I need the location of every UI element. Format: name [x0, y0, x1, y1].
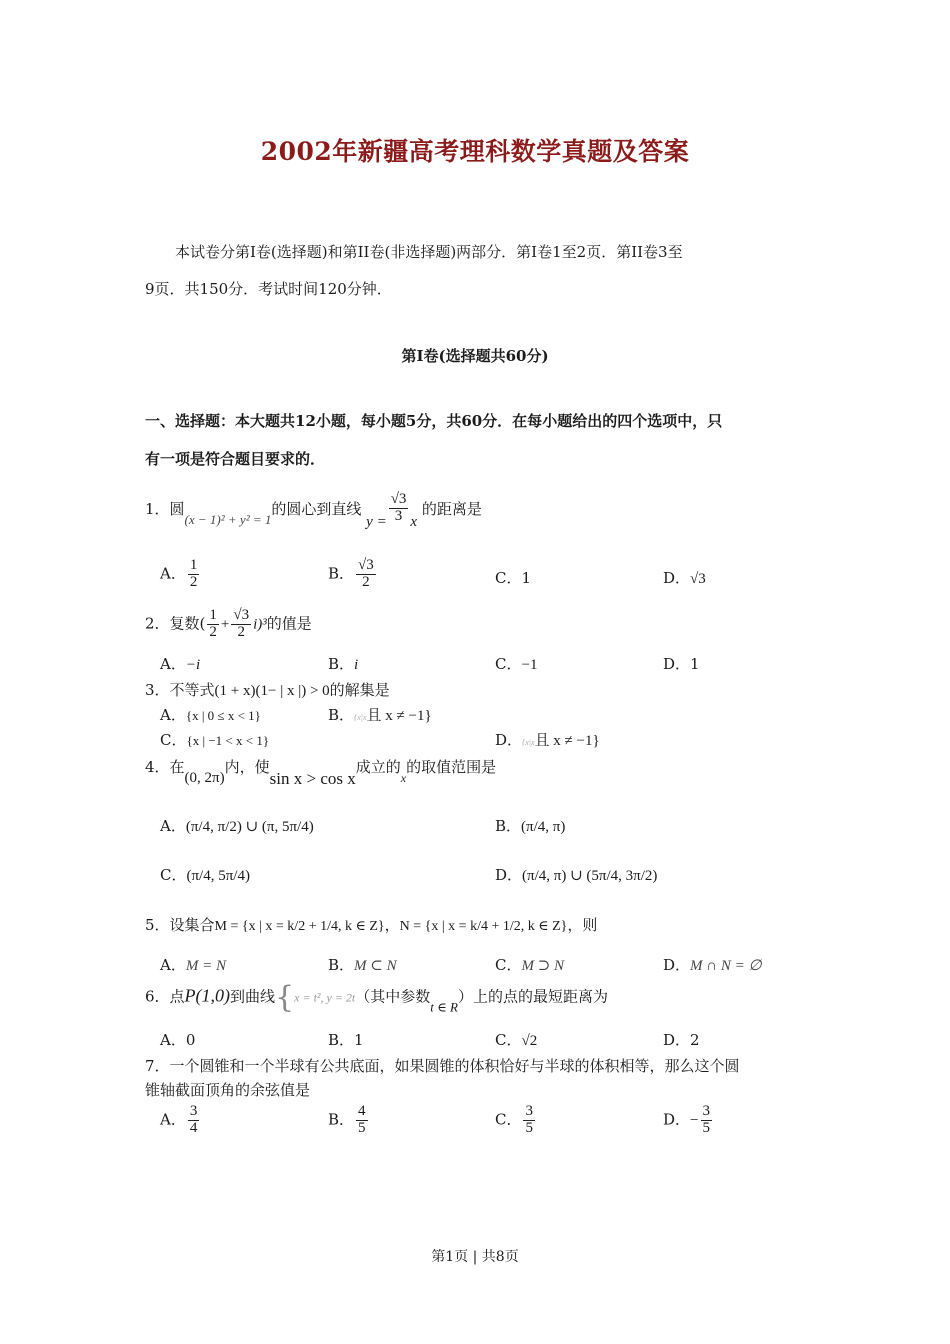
q2-tail: i)³ [253, 616, 267, 633]
section1-line-2: 有一项是符合题目要求的． [145, 450, 326, 468]
q5-option-a [160, 954, 226, 975]
q4-c-value: (π/4, 5π/4) [186, 868, 250, 884]
q4-interval: (0, 2π) [184, 770, 225, 786]
q3-d-faded: {x|x [522, 738, 535, 747]
q1-a-den: 2 [189, 573, 198, 590]
q6-brace-icon: { [275, 980, 295, 1015]
q5-d-value: M ∩ N = ∅ [690, 958, 762, 974]
q1-number: 1．圆 [145, 499, 185, 518]
q1-b-label: B． [328, 564, 355, 583]
q1-end: 的距离是 [421, 499, 482, 518]
q7-d-den: 5 [702, 1119, 710, 1136]
q1-frac-den: 3 [394, 507, 403, 524]
q4-b-value: (π/4, π) [521, 819, 566, 835]
q4-mid: 内，使 [224, 758, 270, 776]
q3-option-a [160, 704, 261, 725]
q5-set-n: N = {x | x = k/4 + 1/2, k ∈ Z} [399, 919, 568, 934]
q2-c-value: −1 [521, 657, 538, 673]
q3-option-c [160, 729, 269, 750]
q1-a-num: 1 [189, 557, 198, 573]
q7-d-label: D． [663, 1110, 691, 1129]
q6-point: P(1,0) [184, 985, 231, 1006]
q2-a-label: A． [160, 655, 186, 673]
q5-sep: ， [384, 916, 400, 934]
q7-option-a [160, 1104, 201, 1137]
q5-option-b [328, 954, 397, 975]
q1-line-fraction [389, 492, 409, 525]
q5-option-c [495, 954, 564, 975]
q7-b-label: B． [328, 1110, 355, 1129]
q1-line-lhs: y = [366, 513, 387, 530]
q4-condition: sin x > cos x [269, 769, 356, 788]
q5-set-m: M = {x | x = k/2 + 1/4, k ∈ Z} [214, 919, 385, 934]
q2-option-d: D．1 [663, 655, 700, 673]
q4-c-label: C． [160, 866, 187, 884]
question-2-stem [145, 608, 312, 641]
q7-c-fraction [523, 1104, 535, 1137]
q6-option-c [495, 1029, 537, 1050]
question-4-stem [145, 756, 496, 789]
q5-d-label: D． [663, 956, 691, 974]
q2-frac-2 [231, 608, 251, 641]
q4-end2: 的取值范围是 [406, 758, 497, 776]
q3-b-label: B． [328, 706, 355, 724]
q2-frac2-num: √3 [233, 607, 250, 623]
q5-c-value: M ⊃ N [521, 958, 565, 974]
q3-d-value: 且 x ≠ −1} [534, 733, 600, 749]
section1-line-1: 一、选择题：本大题共12小题，每小题5分，共60分．在每小题给出的四个选项中，只 [145, 412, 723, 430]
q4-number: 4．在 [145, 758, 185, 776]
q5-end: ，则 [567, 916, 598, 934]
part1-heading: 第Ⅰ卷(选择题共60分) [401, 347, 549, 365]
q3-b-faded: {x|x [354, 713, 367, 722]
q2-number: 2．复数( [145, 614, 206, 633]
q1-circle-equation: (x − 1)² + y² = 1 [184, 511, 272, 527]
q6-number: 6．点 [145, 987, 185, 1006]
q6-mid: 到曲线 [230, 987, 276, 1006]
q4-option-c [160, 864, 250, 885]
q2-frac-1 [207, 608, 219, 641]
question-6-stem [145, 980, 608, 1016]
q7-option-d [663, 1104, 714, 1137]
q2-end: 的值是 [266, 614, 312, 633]
q6-c-label: C． [495, 1031, 522, 1049]
q6-paren: （其中参数 [355, 987, 431, 1006]
q1-option-a [160, 558, 201, 591]
q1-option-c: C．1 [495, 569, 532, 587]
q3-option-d [495, 729, 600, 750]
q5-number: 5．设集合 [145, 916, 215, 934]
q2-frac2-den: 2 [237, 623, 245, 640]
q3-c-label: C． [160, 731, 187, 749]
q3-option-b [328, 704, 432, 725]
q5-b-label: B． [328, 956, 355, 974]
q7-a-den: 4 [189, 1119, 198, 1136]
question-7-line-1: 7．一个圆锥和一个半球有公共底面，如果圆锥的体积恰好与半球的体积相等，那么这个圆 [145, 1057, 740, 1075]
q3-b-value: 且 x ≠ −1} [366, 708, 432, 724]
q5-b-value: M ⊂ N [354, 958, 397, 974]
q7-a-label: A． [160, 1110, 186, 1129]
q3-number: 3．不等式 [145, 681, 215, 699]
q2-frac1-num: 1 [209, 607, 217, 623]
q4-end: 成立的 [355, 758, 401, 776]
q4-option-b [495, 815, 565, 836]
q2-option-b [328, 653, 358, 674]
q4-option-d [495, 864, 657, 885]
q2-frac1-den: 2 [209, 623, 217, 640]
q1-option-b [328, 558, 378, 591]
q1-a-label: A． [160, 564, 186, 583]
q7-option-b [328, 1104, 370, 1137]
q1-mid-text: 的圆心到直线 [271, 499, 362, 518]
q4-a-value: (π/4, π/2) ∪ (π, 5π/4) [185, 819, 314, 835]
q6-c-value: √2 [521, 1033, 538, 1049]
q7-c-label: C． [495, 1110, 522, 1129]
q1-a-fraction [188, 558, 200, 591]
page-title: 2002年新疆高考理科数学真题及答案 [260, 137, 690, 166]
q5-option-d [663, 954, 762, 975]
q2-a-value: −i [185, 657, 201, 673]
q2-b-value: i [354, 657, 359, 673]
q7-c-num: 3 [525, 1103, 533, 1119]
q7-option-c [495, 1104, 537, 1137]
q3-inequality: (1 + x)(1− | x |) > 0 [214, 683, 330, 699]
q5-a-value: M = N [185, 958, 226, 974]
q3-end: 的解集是 [329, 681, 390, 699]
q7-c-den: 5 [525, 1119, 533, 1136]
q7-a-fraction [188, 1104, 200, 1137]
q7-b-den: 5 [358, 1119, 366, 1136]
q7-d-num: 3 [702, 1103, 710, 1119]
q2-c-label: C． [495, 655, 522, 673]
q1-b-den: 2 [362, 573, 370, 590]
q7-b-fraction [356, 1104, 368, 1137]
q7-d-fraction [701, 1104, 713, 1137]
q4-d-value: (π/4, π) ∪ (5π/4, 3π/2) [522, 868, 658, 884]
question-7-line-2: 锥轴截面顶角的余弦值是 [145, 1081, 311, 1099]
q6-curve: x = t², y = 2t [294, 990, 356, 1005]
q4-option-a [160, 815, 314, 836]
q1-d-label: D． [663, 569, 691, 587]
question-3-stem [145, 679, 390, 700]
q3-a-value: {x | 0 ≤ x < 1} [185, 708, 261, 723]
q1-b-fraction [356, 558, 376, 591]
q5-c-label: C． [495, 956, 522, 974]
q6-option-a: A．0 [160, 1031, 196, 1049]
q1-d-value: √3 [690, 571, 706, 587]
q1-frac-num: √3 [390, 491, 407, 507]
q6-option-b: B．1 [328, 1031, 364, 1049]
q1-option-d [663, 567, 706, 588]
q4-x: x [400, 771, 407, 785]
q6-option-d: D．2 [663, 1031, 700, 1049]
q2-option-c [495, 653, 537, 674]
q3-a-label: A． [160, 706, 186, 724]
q6-param: t ∈ R [430, 999, 458, 1015]
question-1-stem [145, 492, 482, 531]
q5-a-label: A． [160, 956, 186, 974]
q4-a-label: A． [160, 817, 186, 835]
q7-a-num: 3 [189, 1103, 198, 1119]
q3-d-label: D． [495, 731, 523, 749]
q4-b-label: B． [495, 817, 522, 835]
q6-end: ）上的点的最短距离为 [457, 987, 608, 1006]
question-5-stem [145, 914, 597, 935]
q4-d-label: D． [495, 866, 523, 884]
q2-b-label: B． [328, 655, 355, 673]
page-footer: 第1页 | 共8页 [431, 1249, 519, 1265]
q1-x: x [410, 513, 418, 530]
q2-plus: + [220, 616, 230, 633]
q2-option-a [160, 653, 200, 674]
intro-line-1: 本试卷分第Ⅰ卷(选择题)和第II卷(非选择题)两部分．第Ⅰ卷1至2页．第II卷3至 [175, 243, 683, 261]
q7-d-sign: − [690, 1112, 699, 1129]
q3-c-value: {x | −1 < x < 1} [186, 733, 270, 748]
q7-b-num: 4 [358, 1103, 366, 1119]
q1-b-num: √3 [358, 557, 374, 573]
intro-line-2: 9页．共150分．考试时间120分钟． [145, 280, 392, 298]
